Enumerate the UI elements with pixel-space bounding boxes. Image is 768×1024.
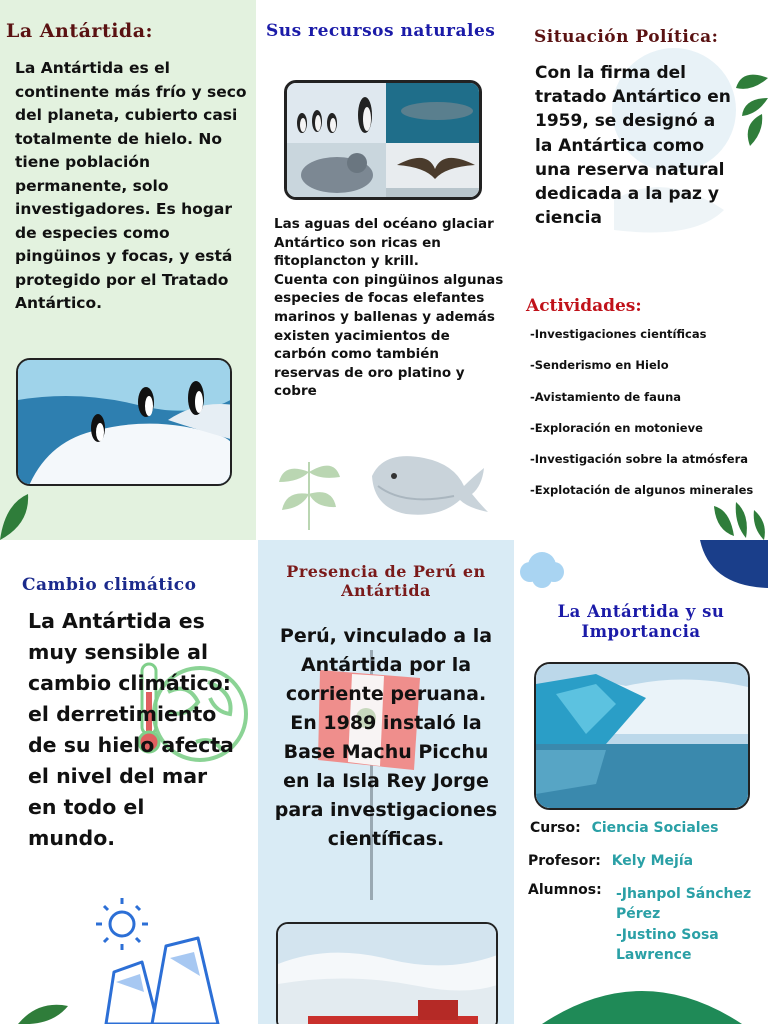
course-label: Curso: (530, 820, 581, 836)
students-label: Alumnos: (528, 882, 602, 898)
bottom-hill-decor (542, 978, 742, 1024)
panel-cambio-climatico (0, 540, 258, 1024)
teacher-value: Kely Mejía (611, 853, 694, 869)
panel-body: Con la firma del tratado Antártico en 1959, se designó a la Antártica como una reserva natural dedicada a la paz y ciencia (535, 63, 731, 229)
leaf-icon (0, 494, 40, 540)
panel-situacion-politica (514, 0, 768, 540)
activities-list (530, 324, 766, 512)
wildlife-collage (284, 80, 482, 200)
list-item: -Exploración en motonieve (530, 420, 703, 435)
teacher-row (528, 853, 693, 869)
whale-icon (364, 446, 490, 522)
top-wave-decor (0, 540, 258, 574)
panel-la-antartida (0, 0, 256, 540)
plant-icon (274, 452, 344, 532)
leaf-icon (18, 1000, 68, 1024)
panel-title: La Antártida y su Importancia (557, 602, 725, 641)
corner-blob-decor (700, 540, 768, 588)
panel-body: La Antártida es el continente más frío y seco del planeta, cubierto casi totalmente de hielo. No tiene población permanente, solo investigadores. Es hogar de especies como pingüinos y focas, y está protegido por el Tratado Antártico. (15, 59, 247, 312)
panel-title: Presencia de Perú en Antártida (286, 562, 486, 600)
list-item: -Investigación sobre la atmósfera (530, 452, 749, 467)
base-machu-picchu-photo (276, 922, 498, 1024)
panel-title: Situación Política: (534, 27, 719, 47)
panel-body: La Antártida es muy sensible al cambio climático: el derretimiento de su hielo afecta el nivel del mar en todo el mundo. (28, 609, 234, 850)
melting-ice-icon (86, 892, 236, 1024)
panel-title: Sus recursos naturales (266, 21, 496, 41)
penguins-photo (16, 358, 232, 486)
panel-recursos-naturales (256, 0, 514, 540)
panel-title: La Antártida: (6, 20, 154, 42)
panel-body: Las aguas del océano glaciar Antártico son ricas en fitoplancton y krill. Cuenta con pingüinos algunas especies de focas elefantes marinos y ballenas y además existen yacimientos de carbón como también reservas de oro platino y cobre (274, 216, 504, 400)
leaf-icon (710, 500, 768, 540)
activities-title: Actividades: (526, 296, 642, 316)
list-item: -Investigaciones científicas (530, 327, 707, 341)
teacher-label: Profesor: (528, 853, 601, 869)
panel-importancia (514, 540, 768, 1024)
panel-body: Perú, vinculado a la Antártida por la corriente peruana. En 1989 instaló la Base Machu Picchu en la Isla Rey Jorge para investigaciones científicas. (274, 625, 498, 850)
leaf-icon (732, 68, 768, 148)
panel-presencia-peru (258, 540, 514, 1024)
student-name: -Jhanpol Sánchez Pérez (616, 886, 752, 922)
list-item: -Explotación de algunos minerales (530, 483, 754, 498)
list-item: -Avistamiento de fauna (530, 389, 682, 404)
panel-title: Cambio climático (22, 575, 197, 595)
glacier-photo (534, 662, 750, 810)
course-value: Ciencia Sociales (591, 820, 719, 836)
student-name: -Justino Sosa Lawrence (616, 927, 719, 963)
cloud-icon (518, 542, 568, 590)
course-row (530, 820, 718, 836)
students-label-row (528, 882, 602, 898)
list-item: -Senderismo en Hielo (530, 358, 669, 373)
